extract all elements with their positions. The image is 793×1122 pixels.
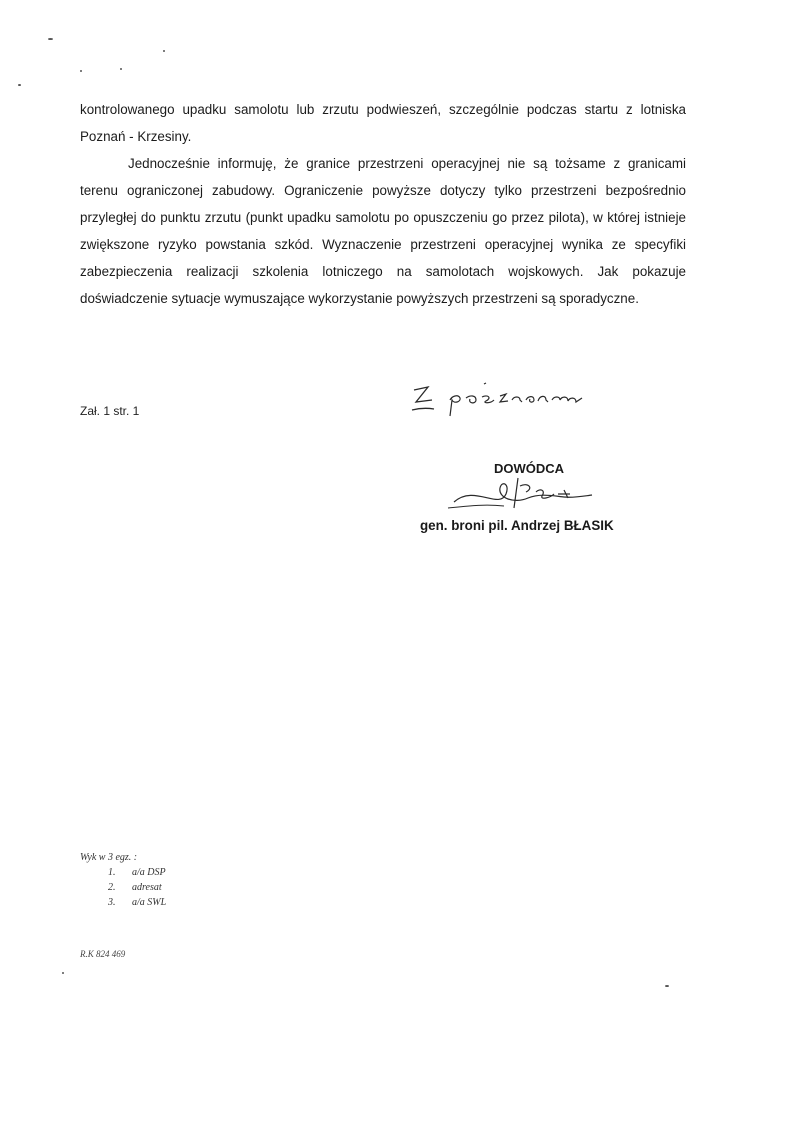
signature-block <box>380 370 720 550</box>
scan-speck <box>120 68 122 70</box>
paragraph-continuation: kontrolowanego upadku samolotu lub zrzutu podwieszeń, szczególnie podczas startu z lotniska Poznań - Krzesiny. <box>80 102 686 144</box>
scan-speck <box>48 38 53 40</box>
handwritten-signature <box>444 474 604 514</box>
distribution-item: 2. adresat <box>118 880 166 895</box>
document-reference: R.K 824 469 <box>80 949 126 959</box>
distribution-item: 3. a/a SWL <box>118 895 166 910</box>
signer-name: gen. broni pil. Andrzej BŁASIK <box>420 518 614 533</box>
distribution-heading: Wyk w 3 egz. : <box>80 852 138 863</box>
scan-speck <box>163 50 165 52</box>
handwritten-closing-note <box>406 378 621 422</box>
scan-speck <box>665 985 669 987</box>
paragraph-operational-space: Jednocześnie informuję, że granice przestrzeni operacyjnej nie są tożsame z granicami terenu ograniczonej zabudowy. Ograniczenie powyższe dotyczy tylko przestrzeni bezpośrednio przyległej do punktu zrzutu (punkt upadku samolotu po opuszczeniu go przez pilota), w której istnieje zwiększone ryzyko powstania szkód. Wyznaczenie przestrzeni operacyjnej wynika ze specyfiki zabezpieczenia realizacji szkolenia lotniczego na samolotach wojskowych. Jak pokazuje doświadczenie sytuacje wymuszające wykorzystanie powyższych przestrzeni są sporadyczne. <box>80 156 686 306</box>
letter-body <box>80 96 686 312</box>
signer-title: DOWÓDCA <box>494 461 565 476</box>
scan-speck <box>18 84 21 86</box>
enclosure-note: Zał. 1 str. 1 <box>80 404 140 418</box>
scan-speck <box>62 972 64 974</box>
distribution-item: 1. a/a DSP <box>118 865 166 880</box>
distribution-list <box>80 850 166 910</box>
scan-speck <box>80 70 82 72</box>
